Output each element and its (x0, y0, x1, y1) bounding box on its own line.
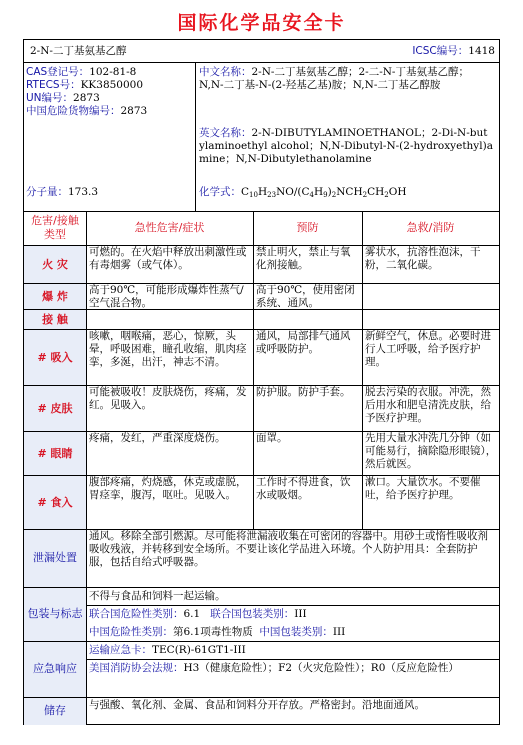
first-aid-4: 新鲜空气，休息。必要时进行人工呼吸，给予医疗护理。 (365, 330, 491, 368)
icsc-value: 1418 (468, 45, 495, 57)
page-title: 国际化学品安全卡 (177, 12, 346, 34)
first-aid-3 (363, 309, 499, 329)
prevention-4: 通风，局部排气通风或呼吸防护。 (256, 330, 351, 355)
storage-label: 储存 (44, 704, 66, 717)
transport-card: 运输应急卡：TEC(R)-61GT1-III (89, 644, 246, 656)
nfpa-code: 美国消防协会法规：H3（健康危险性）；F2（火灾危险性）；R0（反应危险性） (89, 662, 459, 674)
icsc-number (412, 45, 495, 58)
col-aid-header: 急救/消防 (406, 221, 455, 234)
first-aid-2 (363, 283, 499, 309)
prevention-7: 工作时不得进食，饮水或吸烟。 (256, 476, 351, 501)
rtecs-number: RTECS号：KK3850000 (26, 79, 144, 91)
storage-text: 与强酸、氧化剂、金属、食品和饲料分开存放。严格密封。沿地面通风。 (89, 699, 425, 711)
prevention-1: 禁止明火，禁止与氧化剂接触。 (256, 246, 351, 271)
chinese-name: 中文名称：2-N-二丁基氨基乙醇；2-二-N-丁基氨基乙醇；N,N-二丁基-N-(2-羟基乙基)胺；N,N-二丁基乙醇胺 (199, 66, 469, 91)
first-aid-5: 脱去污染的衣服。冲洗，然后用水和肥皂清洗皮肤，给予医疗护理。 (365, 386, 491, 424)
cas-number: CAS登记号：102-81-8 (26, 66, 137, 78)
package-label: 包装与标志 (27, 607, 83, 620)
prevention-5: 防护服。防护手套。 (256, 386, 351, 398)
col-type-header: 危害/接触类型 (31, 214, 79, 241)
hazard-type-7: # 食入 (37, 496, 73, 509)
spill-text: 通风。移除全部引燃源。尽可能将泄漏液收集在可密闭的容器中。用砂土或惰性吸收剂吸收残液，并转移到安全场所。不要让该化学品进入环境。个人防护用具：全套防护服，包括自给式呼吸器。 (89, 530, 488, 568)
acute-hazard-1: 可燃的。在火焰中释放出刺激性或有毒烟雾（或气体）。 (89, 246, 247, 271)
acute-hazard-3 (87, 309, 253, 329)
acute-hazard-7: 腹部疼痛，灼烧感，休克或虚脱，胃痉挛，腹泻，呕吐。见吸入。 (89, 476, 247, 501)
spill-label: 泄漏处置 (33, 551, 77, 564)
un-number: UN编号：2873 (26, 92, 100, 104)
first-aid-6: 先用大量水冲洗几分钟（如可能易行，摘除隐形眼镜），然后就医。 (365, 432, 497, 470)
hazard-type-1: 火 灾 (42, 258, 68, 271)
molecular-weight: 分子量：173.3 (26, 186, 99, 198)
first-aid-7: 漱口。大量饮水。不要催吐，给予医疗护理。 (365, 476, 481, 501)
prevention-6: 面罩。 (256, 432, 288, 444)
safety-card (23, 39, 500, 725)
cn-classification: 中国危险性类别：第6.1项毒性物质 中国包装类别：III (89, 626, 346, 638)
hazard-type-6: # 眼睛 (37, 447, 73, 460)
hazard-type-4: # 吸入 (37, 351, 73, 364)
acute-hazard-6: 疼痛，发红，严重深度烧伤。 (89, 432, 226, 444)
id-list (26, 66, 194, 118)
col-prevent-header: 预防 (296, 221, 319, 234)
first-aid-1: 雾状水，抗溶性泡沫，干粉，二氧化碳。 (365, 246, 481, 271)
acute-hazard-5: 可能被吸收！皮肤烧伤，疼痛，发红。见吸入。 (89, 386, 247, 411)
hazard-type-3: 接 触 (42, 313, 68, 326)
chemical-formula: 化学式：$C_{10}H_{23}NO/(C_4H_9)_2NCH_2CH_2OH$ (199, 186, 407, 199)
acute-hazard-2: 高于90℃，可能形成爆炸性蒸气/空气混合物。 (89, 284, 244, 309)
acute-hazard-4: 咳嗽，咽喉痛，恶心，惊厥，头晕，呼吸困难，瞳孔收缩，肌肉痉挛，多涎，出汗，神志不清。 (89, 330, 247, 368)
un-classification: 联合国危险性类别：6.1 联合国包装类别：III (89, 608, 307, 620)
prevention-3 (254, 309, 362, 329)
emergency-label: 应急响应 (33, 662, 77, 675)
icsc-label: ICSC编号： (412, 45, 469, 57)
hazard-type-2: 爆 炸 (42, 290, 68, 303)
cn-number: 中国危险货物编号：2873 (26, 105, 148, 117)
chemical-name: 2-N-二丁基氨基乙醇 (30, 45, 127, 57)
col-hazard-header: 急性危害/症状 (134, 221, 205, 234)
package-line1: 不得与食品和饲料一起运输。 (89, 590, 226, 602)
english-name: 英文名称：2-N-DIBUTYLAMINOETHANOL；2-Di-N-butylaminoethyl alcohol；N,N-Dibutyl-N-(2-hydroxyethyl)amine；N,N-Dibutylethanolamine (199, 127, 493, 165)
prevention-2: 高于90℃，使用密闭系统、通风。 (256, 284, 355, 309)
hazard-type-5: # 皮肤 (37, 402, 73, 415)
